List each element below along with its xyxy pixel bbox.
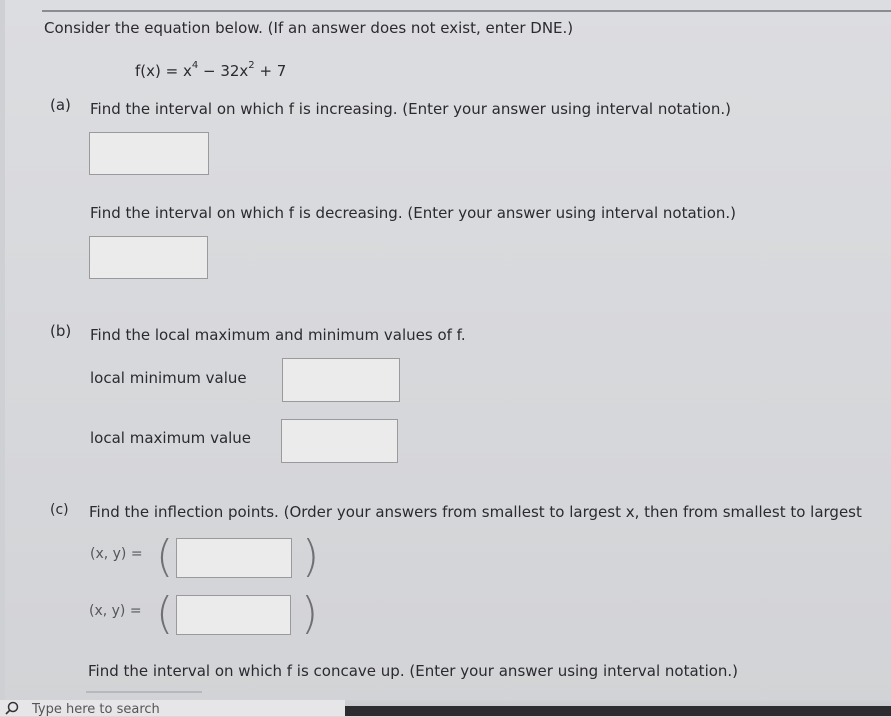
inflection-point2-input[interactable] bbox=[176, 595, 291, 635]
equation-rhs: + 7 bbox=[254, 62, 287, 80]
equation-exp2: 2 bbox=[248, 60, 255, 71]
taskbar bbox=[0, 700, 891, 716]
local-min-label: local minimum value bbox=[90, 369, 247, 387]
decreasing-interval-input[interactable] bbox=[89, 236, 208, 279]
point2-close-paren: ) bbox=[301, 588, 319, 639]
equation-exp1: 4 bbox=[191, 60, 199, 71]
local-extrema-prompt: Find the local maximum and minimum values of f. bbox=[90, 326, 466, 344]
part-a-tag: (a) bbox=[50, 96, 71, 114]
search-icon bbox=[5, 701, 19, 715]
increasing-prompt: Find the interval on which f is increasing. (Enter your answer using interval notation.) bbox=[90, 100, 731, 118]
instruction-text: Consider the equation below. (If an answer does not exist, enter DNE.) bbox=[44, 19, 574, 37]
search-placeholder: Type here to search bbox=[32, 702, 160, 717]
part-b-tag: (b) bbox=[50, 322, 72, 340]
equation-mid: − 32x bbox=[198, 62, 249, 80]
local-min-input[interactable] bbox=[282, 358, 400, 402]
taskbar-app-area bbox=[345, 706, 891, 716]
point2-label: (x, y) = bbox=[89, 603, 142, 619]
point1-open-paren: ( bbox=[156, 531, 174, 582]
taskbar-search-box[interactable] bbox=[0, 700, 345, 716]
point2-open-paren: ( bbox=[156, 588, 174, 639]
left-edge bbox=[0, 0, 5, 716]
inflection-point1-input[interactable] bbox=[176, 538, 292, 578]
concave-up-prompt: Find the interval on which f is concave up. (Enter your answer using interval notation.) bbox=[88, 662, 739, 680]
top-divider bbox=[42, 10, 891, 12]
local-max-label: local maximum value bbox=[90, 429, 252, 447]
equation bbox=[135, 60, 286, 80]
increasing-interval-input[interactable] bbox=[89, 132, 209, 175]
decreasing-prompt: Find the interval on which f is decreasing. (Enter your answer using interval notation.) bbox=[90, 204, 737, 222]
concave-up-input-edge[interactable] bbox=[86, 691, 202, 693]
inflection-prompt: Find the inflection points. (Order your answers from smallest to largest x, then from smallest to largest bbox=[89, 503, 862, 521]
point1-label: (x, y) = bbox=[90, 546, 143, 562]
local-max-input[interactable] bbox=[281, 419, 398, 463]
point1-close-paren: ) bbox=[302, 531, 320, 582]
equation-lhs: f(x) = x bbox=[135, 62, 192, 80]
part-c-tag: (c) bbox=[50, 502, 69, 518]
